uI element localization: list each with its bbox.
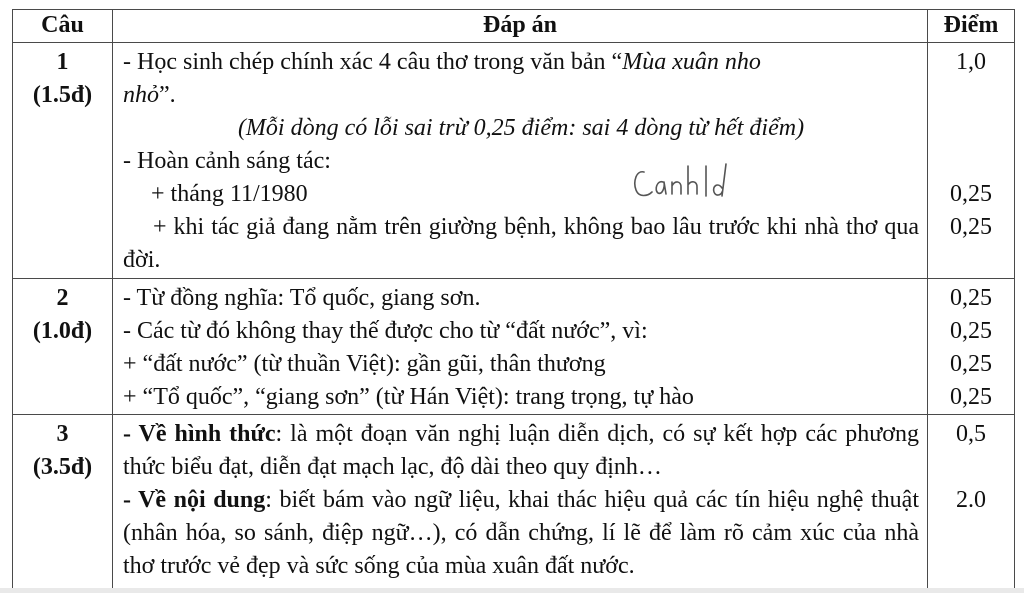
answer-text: : là một đoạn văn nghị luận diễn dịch, có sự kết hợp các phương thức biểu đạt, diễn đạt mạch lạc, độ dài theo quy định… <box>123 421 919 480</box>
question-number: 1 <box>56 49 69 75</box>
answer-line: + “đất nước” (từ thuần Việt): gần gũi, thân thương <box>123 351 606 377</box>
table-row <box>13 279 1015 415</box>
answer-key-table <box>12 9 1015 588</box>
score-cell <box>928 43 1015 279</box>
grading-note: (Mỗi dòng có lỗi sai trừ 0,25 điểm: sai 4 dòng từ hết điểm) <box>237 115 805 141</box>
question-cell <box>13 279 113 415</box>
question-points: (1.5đ) <box>32 82 93 108</box>
question-number: 3 <box>56 421 69 447</box>
poem-title-cont: nhỏ <box>123 82 159 108</box>
answer-text: + khi tác giả đang nằm trên giường bệnh, không bao lâu trước khi nhà thơ qua đời. <box>123 214 919 273</box>
answer-line <box>123 79 919 112</box>
score-cell <box>928 415 1015 589</box>
criterion-label: - Về nội dung <box>123 487 266 513</box>
score-value: 0,25 <box>950 181 992 207</box>
answer-line <box>123 46 919 79</box>
score-value: 0,5 <box>956 421 986 447</box>
question-points: (1.0đ) <box>32 318 93 344</box>
score-cell <box>928 279 1015 415</box>
answer-paragraph <box>123 484 919 583</box>
poem-title: Mùa xuân nho <box>622 49 761 75</box>
score-value: 2.0 <box>956 487 986 513</box>
score-value: 0,25 <box>950 318 992 344</box>
table-header-row <box>13 10 1015 43</box>
table-row <box>13 43 1015 279</box>
answer-text: - Học sinh chép chính xác 4 câu thơ trong văn bản “ <box>123 49 623 75</box>
score-value: 0,25 <box>950 384 992 410</box>
question-number: 2 <box>56 285 69 311</box>
answer-line: - Hoàn cảnh sáng tác: <box>123 148 331 174</box>
header-cau: Câu <box>13 10 113 43</box>
criterion-label: - Về hình thức <box>123 421 276 447</box>
answer-line: + “Tổ quốc”, “giang sơn” (từ Hán Việt): trang trọng, tự hào <box>123 384 694 410</box>
answer-line: - Từ đồng nghĩa: Tổ quốc, giang sơn. <box>123 285 481 311</box>
page-edge <box>0 588 1024 593</box>
question-cell <box>13 415 113 589</box>
answer-cell <box>113 43 928 279</box>
answer-text: ”. <box>159 82 176 108</box>
answer-cell <box>113 279 928 415</box>
answer-cell <box>113 415 928 589</box>
header-diem: Điểm <box>928 10 1015 43</box>
question-points: (3.5đ) <box>32 454 93 480</box>
handwritten-signature <box>630 160 740 204</box>
answer-line: + tháng 11/1980 <box>151 181 308 207</box>
question-cell <box>13 43 113 279</box>
score-value: 0,25 <box>950 351 992 377</box>
answer-line <box>123 211 919 277</box>
score-value: 0,25 <box>950 285 992 311</box>
answer-paragraph <box>123 418 919 484</box>
score-value: 0,25 <box>950 214 992 240</box>
answer-line: - Các từ đó không thay thế được cho từ “đất nước”, vì: <box>123 318 648 344</box>
answer-text: : biết bám vào ngữ liệu, khai thác hiệu quả các tín hiệu nghệ thuật (nhân hóa, so sánh, điệp ngữ…), có dẫn chứng, lí lẽ để làm rõ cảm xúc của nhà thơ trước vẻ đẹp và sức sống của mùa xuân đất nước. <box>123 487 919 579</box>
header-dap-an: Đáp án <box>113 10 928 43</box>
table-row <box>13 415 1015 589</box>
score-value: 1,0 <box>956 49 986 75</box>
